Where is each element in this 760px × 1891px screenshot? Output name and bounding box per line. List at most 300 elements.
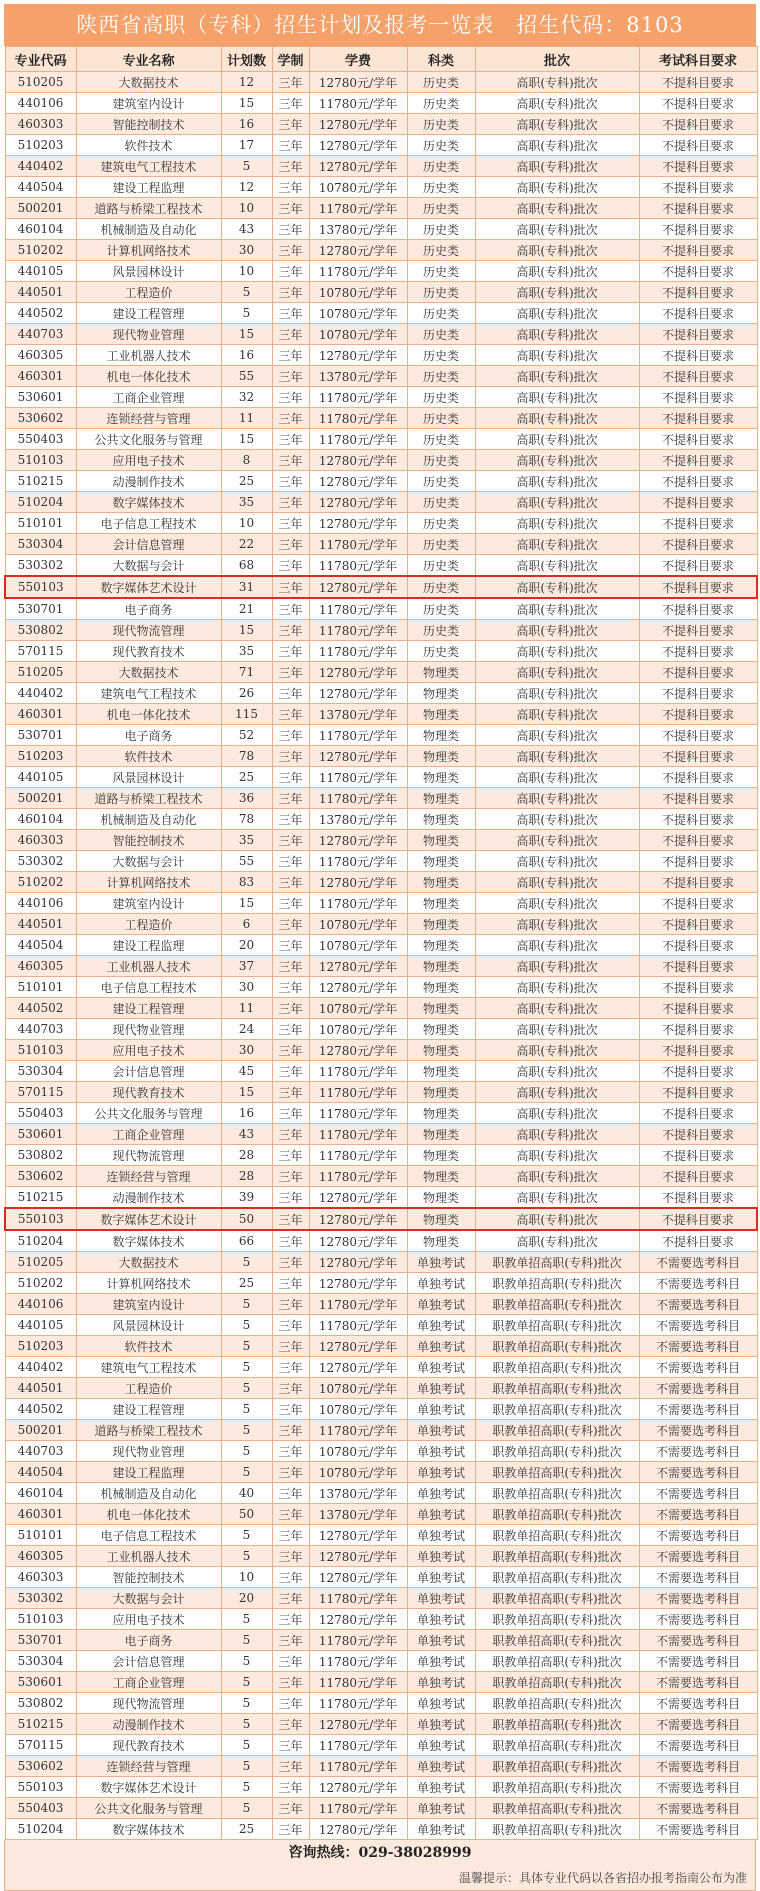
cell-major-name: 建筑电气工程技术	[76, 683, 221, 704]
cell-duration: 三年	[272, 1399, 309, 1420]
cell-batch: 高职(专科)批次	[475, 492, 639, 513]
cell-category: 物理类	[407, 1040, 475, 1061]
cell-tuition: 12780元/学年	[309, 683, 407, 704]
table-row	[5, 998, 757, 1019]
header-major-code: 专业代码	[5, 47, 76, 72]
cell-batch: 高职(专科)批次	[475, 683, 639, 704]
cell-category: 历史类	[407, 303, 475, 324]
cell-subject-requirement: 不提科目要求	[639, 534, 757, 555]
cell-tuition: 12780元/学年	[309, 830, 407, 851]
cell-plan-count: 5	[221, 1672, 272, 1693]
cell-category: 历史类	[407, 366, 475, 387]
cell-major-code: 530601	[5, 387, 76, 408]
cell-duration: 三年	[272, 1082, 309, 1103]
cell-duration: 三年	[272, 1019, 309, 1040]
cell-major-name: 软件技术	[76, 746, 221, 767]
cell-batch: 职教单招高职(专科)批次	[475, 1588, 639, 1609]
cell-major-code: 500201	[5, 1420, 76, 1441]
cell-batch: 高职(专科)批次	[475, 746, 639, 767]
cell-tuition: 11780元/学年	[309, 1082, 407, 1103]
table-row	[5, 641, 757, 662]
cell-duration: 三年	[272, 620, 309, 641]
cell-subject-requirement: 不提科目要求	[639, 387, 757, 408]
cell-major-code: 550403	[5, 1798, 76, 1819]
cell-tuition: 11780元/学年	[309, 1651, 407, 1672]
cell-subject-requirement: 不提科目要求	[639, 788, 757, 809]
cell-subject-requirement: 不提科目要求	[639, 872, 757, 893]
cell-duration: 三年	[272, 893, 309, 914]
cell-category: 单独考试	[407, 1462, 475, 1483]
cell-plan-count: 36	[221, 788, 272, 809]
cell-major-code: 510204	[5, 492, 76, 513]
cell-major-code: 440106	[5, 93, 76, 114]
table-row	[5, 977, 757, 998]
cell-major-code: 500201	[5, 788, 76, 809]
cell-subject-requirement: 不提科目要求	[639, 1230, 757, 1252]
cell-category: 单独考试	[407, 1525, 475, 1546]
cell-tuition: 10780元/学年	[309, 914, 407, 935]
cell-duration: 三年	[272, 261, 309, 282]
table-row	[5, 345, 757, 366]
cell-subject-requirement: 不提科目要求	[639, 851, 757, 872]
cell-major-code: 440105	[5, 767, 76, 788]
cell-tuition: 12780元/学年	[309, 1336, 407, 1357]
table-row	[5, 492, 757, 513]
cell-major-name: 数字媒体技术	[76, 1819, 221, 1840]
cell-subject-requirement: 不需要选考科目	[639, 1483, 757, 1504]
cell-batch: 高职(专科)批次	[475, 156, 639, 177]
cell-plan-count: 22	[221, 534, 272, 555]
table-row	[5, 576, 757, 598]
cell-plan-count: 5	[221, 282, 272, 303]
cell-major-code: 550103	[5, 576, 76, 598]
cell-category: 物理类	[407, 872, 475, 893]
cell-plan-count: 26	[221, 683, 272, 704]
cell-tuition: 10780元/学年	[309, 303, 407, 324]
cell-tuition: 11780元/学年	[309, 1735, 407, 1756]
cell-category: 物理类	[407, 830, 475, 851]
cell-major-code: 500201	[5, 198, 76, 219]
table-row	[5, 1315, 757, 1336]
cell-major-code: 440402	[5, 683, 76, 704]
table-row	[5, 1336, 757, 1357]
cell-plan-count: 24	[221, 1019, 272, 1040]
cell-major-name: 数字媒体技术	[76, 492, 221, 513]
table-row	[5, 219, 757, 240]
cell-batch: 高职(专科)批次	[475, 555, 639, 577]
cell-major-name: 大数据技术	[76, 72, 221, 93]
cell-tuition: 10780元/学年	[309, 282, 407, 303]
cell-batch: 职教单招高职(专科)批次	[475, 1462, 639, 1483]
table-row	[5, 135, 757, 156]
cell-subject-requirement: 不需要选考科目	[639, 1714, 757, 1735]
table-row	[5, 198, 757, 219]
table-row	[5, 788, 757, 809]
cell-duration: 三年	[272, 1693, 309, 1714]
cell-batch: 高职(专科)批次	[475, 387, 639, 408]
cell-batch: 职教单招高职(专科)批次	[475, 1609, 639, 1630]
cell-major-name: 机械制造及自动化	[76, 809, 221, 830]
cell-category: 物理类	[407, 851, 475, 872]
cell-category: 历史类	[407, 534, 475, 555]
table-row	[5, 1420, 757, 1441]
cell-major-code: 460305	[5, 956, 76, 977]
cell-tuition: 12780元/学年	[309, 662, 407, 683]
table-row	[5, 114, 757, 135]
cell-batch: 高职(专科)批次	[475, 1019, 639, 1040]
cell-major-name: 现代物流管理	[76, 1693, 221, 1714]
cell-batch: 高职(专科)批次	[475, 324, 639, 345]
table-row	[5, 620, 757, 641]
table-row	[5, 1230, 757, 1252]
table-row	[5, 746, 757, 767]
cell-subject-requirement: 不提科目要求	[639, 366, 757, 387]
cell-duration: 三年	[272, 177, 309, 198]
table-row	[5, 1588, 757, 1609]
cell-duration: 三年	[272, 641, 309, 662]
cell-subject-requirement: 不提科目要求	[639, 830, 757, 851]
cell-subject-requirement: 不提科目要求	[639, 935, 757, 956]
cell-subject-requirement: 不需要选考科目	[639, 1378, 757, 1399]
cell-duration: 三年	[272, 1504, 309, 1525]
cell-duration: 三年	[272, 872, 309, 893]
cell-tuition: 12780元/学年	[309, 156, 407, 177]
cell-duration: 三年	[272, 408, 309, 429]
cell-major-name: 会计信息管理	[76, 1061, 221, 1082]
cell-batch: 职教单招高职(专科)批次	[475, 1693, 639, 1714]
cell-tuition: 13780元/学年	[309, 1504, 407, 1525]
cell-category: 单独考试	[407, 1252, 475, 1273]
cell-category: 历史类	[407, 513, 475, 534]
cell-subject-requirement: 不需要选考科目	[639, 1630, 757, 1651]
cell-subject-requirement: 不提科目要求	[639, 471, 757, 492]
cell-category: 物理类	[407, 704, 475, 725]
cell-tuition: 11780元/学年	[309, 620, 407, 641]
cell-plan-count: 12	[221, 177, 272, 198]
cell-subject-requirement: 不需要选考科目	[639, 1441, 757, 1462]
cell-major-name: 数字媒体艺术设计	[76, 576, 221, 598]
table-row	[5, 1462, 757, 1483]
cell-duration: 三年	[272, 303, 309, 324]
table-row	[5, 704, 757, 725]
cell-plan-count: 20	[221, 935, 272, 956]
cell-batch: 职教单招高职(专科)批次	[475, 1336, 639, 1357]
table-row	[5, 1630, 757, 1651]
cell-plan-count: 16	[221, 1103, 272, 1124]
cell-plan-count: 5	[221, 1651, 272, 1672]
cell-category: 单独考试	[407, 1420, 475, 1441]
cell-subject-requirement: 不提科目要求	[639, 893, 757, 914]
cell-major-name: 现代教育技术	[76, 1082, 221, 1103]
cell-major-name: 公共文化服务与管理	[76, 1798, 221, 1819]
cell-category: 历史类	[407, 387, 475, 408]
cell-category: 物理类	[407, 935, 475, 956]
cell-subject-requirement: 不提科目要求	[639, 998, 757, 1019]
table-row	[5, 1166, 757, 1187]
cell-duration: 三年	[272, 1187, 309, 1209]
cell-tuition: 11780元/学年	[309, 261, 407, 282]
cell-tuition: 12780元/学年	[309, 1187, 407, 1209]
cell-batch: 高职(专科)批次	[475, 114, 639, 135]
cell-subject-requirement: 不需要选考科目	[639, 1651, 757, 1672]
cell-tuition: 12780元/学年	[309, 977, 407, 998]
cell-subject-requirement: 不提科目要求	[639, 641, 757, 662]
cell-duration: 三年	[272, 1441, 309, 1462]
cell-category: 物理类	[407, 1145, 475, 1166]
cell-subject-requirement: 不提科目要求	[639, 1208, 757, 1230]
cell-batch: 高职(专科)批次	[475, 135, 639, 156]
cell-subject-requirement: 不提科目要求	[639, 683, 757, 704]
cell-batch: 高职(专科)批次	[475, 198, 639, 219]
cell-batch: 高职(专科)批次	[475, 872, 639, 893]
cell-category: 物理类	[407, 788, 475, 809]
cell-batch: 高职(专科)批次	[475, 1230, 639, 1252]
cell-tuition: 11780元/学年	[309, 1693, 407, 1714]
cell-subject-requirement: 不提科目要求	[639, 620, 757, 641]
cell-duration: 三年	[272, 1630, 309, 1651]
cell-plan-count: 12	[221, 72, 272, 93]
cell-plan-count: 21	[221, 598, 272, 620]
cell-major-code: 440502	[5, 303, 76, 324]
cell-category: 单独考试	[407, 1441, 475, 1462]
cell-plan-count: 5	[221, 1252, 272, 1273]
cell-category: 物理类	[407, 893, 475, 914]
cell-batch: 职教单招高职(专科)批次	[475, 1546, 639, 1567]
cell-plan-count: 5	[221, 1693, 272, 1714]
cell-batch: 职教单招高职(专科)批次	[475, 1630, 639, 1651]
cell-duration: 三年	[272, 1252, 309, 1273]
cell-major-name: 工程造价	[76, 282, 221, 303]
cell-duration: 三年	[272, 1672, 309, 1693]
table-row	[5, 1145, 757, 1166]
cell-major-name: 电子商务	[76, 598, 221, 620]
cell-batch: 职教单招高职(专科)批次	[475, 1504, 639, 1525]
cell-tuition: 12780元/学年	[309, 1040, 407, 1061]
cell-major-code: 550103	[5, 1208, 76, 1230]
cell-tuition: 11780元/学年	[309, 1103, 407, 1124]
cell-major-code: 460303	[5, 1567, 76, 1588]
cell-major-code: 510204	[5, 1819, 76, 1840]
cell-duration: 三年	[272, 1273, 309, 1294]
cell-plan-count: 5	[221, 1714, 272, 1735]
cell-category: 单独考试	[407, 1336, 475, 1357]
cell-subject-requirement: 不提科目要求	[639, 345, 757, 366]
table-row	[5, 1441, 757, 1462]
cell-duration: 三年	[272, 1651, 309, 1672]
cell-major-name: 工程造价	[76, 914, 221, 935]
cell-tuition: 12780元/学年	[309, 1525, 407, 1546]
cell-major-name: 动漫制作技术	[76, 1187, 221, 1209]
cell-major-code: 550403	[5, 429, 76, 450]
cell-major-code: 460301	[5, 1504, 76, 1525]
cell-major-code: 440106	[5, 1294, 76, 1315]
table-row	[5, 1504, 757, 1525]
cell-duration: 三年	[272, 135, 309, 156]
cell-major-code: 510203	[5, 1336, 76, 1357]
cell-duration: 三年	[272, 598, 309, 620]
cell-duration: 三年	[272, 198, 309, 219]
table-row	[5, 1756, 757, 1777]
cell-major-name: 现代物流管理	[76, 620, 221, 641]
cell-subject-requirement: 不提科目要求	[639, 1124, 757, 1145]
cell-major-name: 建设工程监理	[76, 1462, 221, 1483]
cell-major-name: 大数据与会计	[76, 1588, 221, 1609]
cell-batch: 职教单招高职(专科)批次	[475, 1399, 639, 1420]
cell-plan-count: 5	[221, 1777, 272, 1798]
cell-category: 历史类	[407, 408, 475, 429]
cell-plan-count: 66	[221, 1230, 272, 1252]
cell-tuition: 11780元/学年	[309, 1630, 407, 1651]
cell-category: 历史类	[407, 492, 475, 513]
cell-subject-requirement: 不提科目要求	[639, 977, 757, 998]
cell-batch: 高职(专科)批次	[475, 408, 639, 429]
cell-category: 历史类	[407, 261, 475, 282]
cell-plan-count: 16	[221, 345, 272, 366]
cell-major-code: 570115	[5, 1082, 76, 1103]
cell-major-name: 风景园林设计	[76, 1315, 221, 1336]
cell-subject-requirement: 不提科目要求	[639, 956, 757, 977]
cell-category: 物理类	[407, 1230, 475, 1252]
cell-category: 历史类	[407, 93, 475, 114]
cell-major-name: 工商企业管理	[76, 1672, 221, 1693]
cell-duration: 三年	[272, 72, 309, 93]
cell-category: 历史类	[407, 135, 475, 156]
cell-major-code: 530602	[5, 1166, 76, 1187]
cell-plan-count: 55	[221, 366, 272, 387]
cell-tuition: 11780元/学年	[309, 641, 407, 662]
cell-category: 单独考试	[407, 1756, 475, 1777]
cell-major-name: 现代物业管理	[76, 1441, 221, 1462]
cell-major-name: 智能控制技术	[76, 114, 221, 135]
cell-category: 历史类	[407, 240, 475, 261]
cell-batch: 高职(专科)批次	[475, 534, 639, 555]
cell-batch: 职教单招高职(专科)批次	[475, 1315, 639, 1336]
cell-plan-count: 50	[221, 1208, 272, 1230]
header-category: 科类	[407, 47, 475, 72]
cell-major-name: 应用电子技术	[76, 450, 221, 471]
cell-tuition: 11780元/学年	[309, 93, 407, 114]
table-row	[5, 387, 757, 408]
cell-major-code: 530601	[5, 1124, 76, 1145]
table-row	[5, 1651, 757, 1672]
cell-major-name: 软件技术	[76, 135, 221, 156]
cell-major-code: 510103	[5, 450, 76, 471]
cell-subject-requirement: 不需要选考科目	[639, 1399, 757, 1420]
cell-batch: 职教单招高职(专科)批次	[475, 1672, 639, 1693]
cell-subject-requirement: 不提科目要求	[639, 1145, 757, 1166]
table-row	[5, 1082, 757, 1103]
cell-subject-requirement: 不需要选考科目	[639, 1252, 757, 1273]
cell-batch: 高职(专科)批次	[475, 366, 639, 387]
cell-batch: 职教单招高职(专科)批次	[475, 1777, 639, 1798]
cell-duration: 三年	[272, 534, 309, 555]
cell-plan-count: 20	[221, 1588, 272, 1609]
table-row	[5, 324, 757, 345]
cell-duration: 三年	[272, 977, 309, 998]
cell-batch: 高职(专科)批次	[475, 977, 639, 998]
cell-duration: 三年	[272, 830, 309, 851]
cell-major-code: 440504	[5, 177, 76, 198]
table-row	[5, 156, 757, 177]
cell-subject-requirement: 不提科目要求	[639, 1061, 757, 1082]
cell-category: 单独考试	[407, 1546, 475, 1567]
cell-category: 历史类	[407, 598, 475, 620]
cell-plan-count: 25	[221, 1819, 272, 1840]
cell-major-name: 大数据技术	[76, 1252, 221, 1273]
cell-tuition: 10780元/学年	[309, 324, 407, 345]
cell-major-code: 530802	[5, 1693, 76, 1714]
cell-major-name: 风景园林设计	[76, 767, 221, 788]
cell-batch: 高职(专科)批次	[475, 513, 639, 534]
cell-major-name: 机械制造及自动化	[76, 219, 221, 240]
table-row	[5, 1378, 757, 1399]
cell-duration: 三年	[272, 998, 309, 1019]
cell-tuition: 12780元/学年	[309, 1230, 407, 1252]
cell-subject-requirement: 不提科目要求	[639, 72, 757, 93]
cell-duration: 三年	[272, 704, 309, 725]
cell-batch: 职教单招高职(专科)批次	[475, 1252, 639, 1273]
cell-major-code: 510101	[5, 977, 76, 998]
cell-tuition: 12780元/学年	[309, 492, 407, 513]
cell-subject-requirement: 不需要选考科目	[639, 1609, 757, 1630]
cell-major-name: 会计信息管理	[76, 534, 221, 555]
cell-batch: 高职(专科)批次	[475, 914, 639, 935]
cell-subject-requirement: 不提科目要求	[639, 135, 757, 156]
cell-duration: 三年	[272, 1357, 309, 1378]
cell-category: 历史类	[407, 450, 475, 471]
cell-category: 单独考试	[407, 1609, 475, 1630]
table-row	[5, 725, 757, 746]
cell-tuition: 12780元/学年	[309, 1777, 407, 1798]
hotline: 咨询热线：029-38028999	[4, 1840, 756, 1866]
cell-major-code: 530802	[5, 1145, 76, 1166]
cell-major-name: 电子信息工程技术	[76, 1525, 221, 1546]
cell-batch: 高职(专科)批次	[475, 1145, 639, 1166]
cell-major-code: 510103	[5, 1609, 76, 1630]
table-row	[5, 1714, 757, 1735]
cell-major-code: 510101	[5, 513, 76, 534]
cell-tuition: 12780元/学年	[309, 1273, 407, 1294]
cell-category: 物理类	[407, 998, 475, 1019]
cell-major-name: 建筑室内设计	[76, 893, 221, 914]
cell-category: 历史类	[407, 620, 475, 641]
cell-category: 单独考试	[407, 1399, 475, 1420]
cell-subject-requirement: 不提科目要求	[639, 598, 757, 620]
cell-batch: 高职(专科)批次	[475, 240, 639, 261]
cell-major-name: 电子信息工程技术	[76, 977, 221, 998]
cell-category: 历史类	[407, 198, 475, 219]
table-row	[5, 1672, 757, 1693]
cell-tuition: 10780元/学年	[309, 1399, 407, 1420]
cell-major-name: 连锁经营与管理	[76, 1756, 221, 1777]
cell-category: 历史类	[407, 641, 475, 662]
cell-major-name: 机电一体化技术	[76, 1504, 221, 1525]
cell-major-name: 连锁经营与管理	[76, 408, 221, 429]
cell-duration: 三年	[272, 1103, 309, 1124]
cell-subject-requirement: 不需要选考科目	[639, 1588, 757, 1609]
cell-tuition: 11780元/学年	[309, 1315, 407, 1336]
cell-category: 物理类	[407, 1166, 475, 1187]
cell-duration: 三年	[272, 1040, 309, 1061]
cell-major-name: 工商企业管理	[76, 387, 221, 408]
cell-tuition: 10780元/学年	[309, 1378, 407, 1399]
cell-major-code: 510204	[5, 1230, 76, 1252]
cell-duration: 三年	[272, 324, 309, 345]
cell-batch: 高职(专科)批次	[475, 471, 639, 492]
cell-plan-count: 5	[221, 1294, 272, 1315]
cell-duration: 三年	[272, 767, 309, 788]
enrollment-table	[4, 46, 758, 1840]
